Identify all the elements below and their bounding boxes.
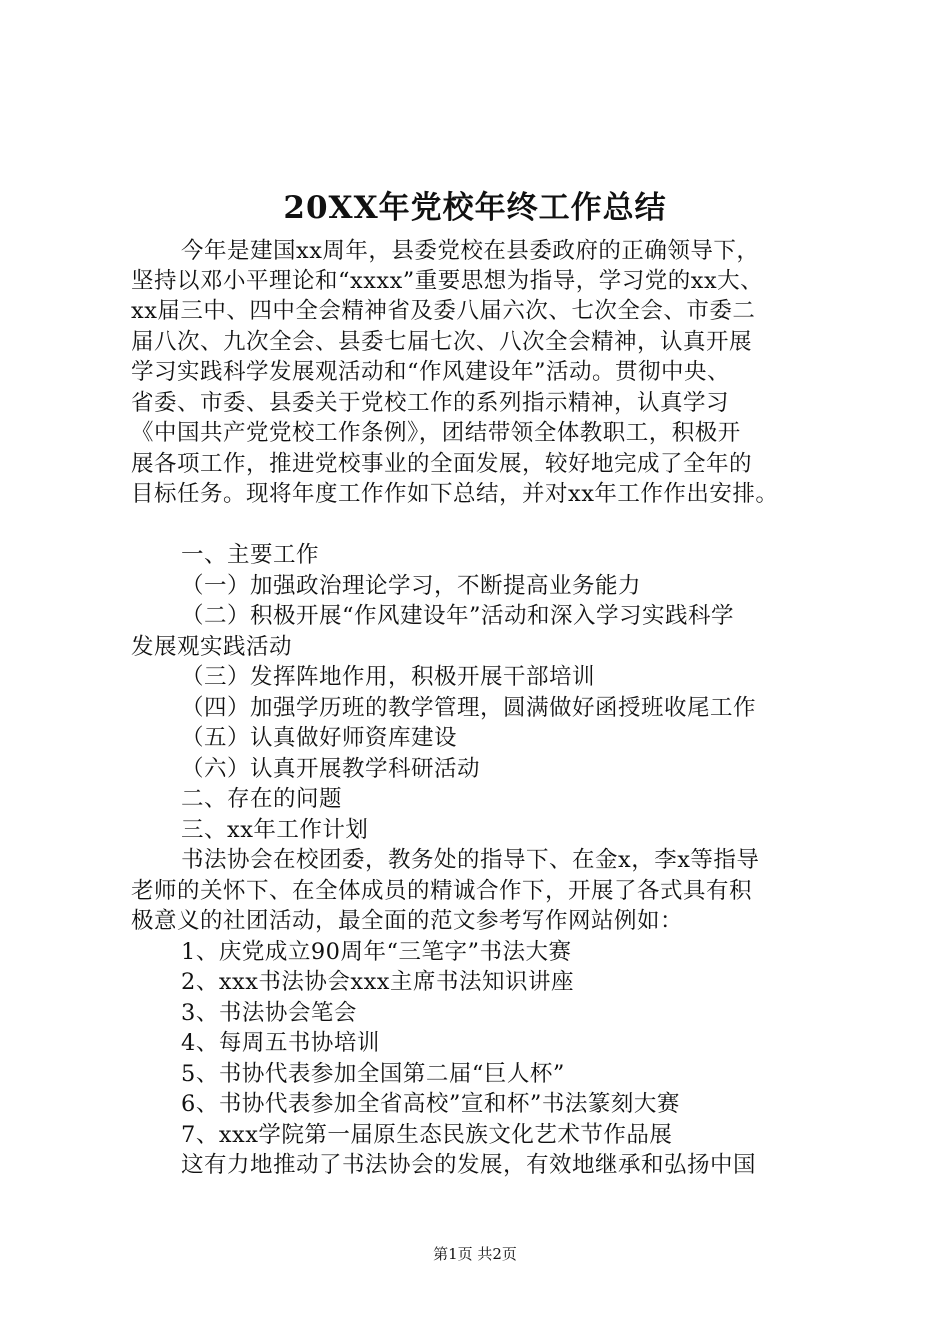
subsection-heading-continued: 发展观实践活动 [131,634,293,660]
paragraph-line: 展各项工作，推进党校事业的全面发展，较好地完成了全年的 [131,451,753,477]
subsection-heading: （六）认真开展教学科研活动 [181,756,481,782]
document-title: 20XX年党校年终工作总结 [283,190,667,226]
paragraph-line: 目标任务。现将年度工作作如下总结，并对xx年工作作出安排。 [131,481,779,507]
list-item: 3、书法协会笔会 [181,1000,357,1026]
section-heading: 三、xx年工作计划 [181,817,369,843]
subsection-heading: （一）加强政治理论学习，不断提高业务能力 [181,573,642,599]
list-item: 1、庆党成立90周年“三笔字”书法大赛 [181,939,572,965]
paragraph-line: 老师的关怀下、在全体成员的精诚合作下，开展了各式具有积 [131,878,753,904]
paragraph-line: xx届三中、四中全会精神省及委八届六次、七次全会、市委二 [131,298,756,324]
section-heading: 一、主要工作 [181,542,320,568]
subsection-heading: （三）发挥阵地作用，积极开展干部培训 [181,664,596,690]
list-item: 6、书协代表参加全省高校”宣和杯”书法篆刻大赛 [181,1091,680,1117]
paragraph-line: 《中国共产党党校工作条例》，团结带领全体教职工，积极开 [131,420,741,446]
paragraph-line: 今年是建国xx周年，县委党校在县委政府的正确领导下， [181,238,760,264]
list-item: 4、每周五书协培训 [181,1030,380,1056]
section-heading: 二、存在的问题 [181,786,343,812]
paragraph-line: 学习实践科学发展观活动和“作风建设年”活动。贯彻中央、 [131,359,731,385]
subsection-heading: （二）积极开展“作风建设年”活动和深入学习实践科学 [181,603,735,629]
paragraph-line: 届八次、九次全会、县委七届七次、八次全会精神，认真开展 [131,329,753,355]
subsection-heading: （四）加强学历班的教学管理，圆满做好函授班收尾工作 [181,695,757,721]
paragraph-line: 书法协会在校团委，教务处的指导下、在金x，李x等指导 [181,847,760,873]
list-item: 7、xxx学院第一届原生态民族文化艺术节作品展 [181,1122,673,1148]
list-item: 5、书协代表参加全国第二届“巨人杯” [181,1061,565,1087]
subsection-heading: （五）认真做好师资库建设 [181,725,458,751]
paragraph-line: 省委、市委、县委关于党校工作的系列指示精神，认真学习 [131,390,730,416]
list-item: 2、xxx书法协会xxx主席书法知识讲座 [181,969,574,995]
paragraph-line: 极意义的社团活动，最全面的范文参考写作网站例如： [131,908,684,934]
paragraph-line: 坚持以邓小平理论和“xxxx”重要思想为指导，学习党的xx大、 [131,268,764,294]
paragraph-line: 这有力地推动了书法协会的发展，有效地继承和弘扬中国 [181,1152,757,1178]
page-footer: 第1页 共2页 [433,1245,517,1263]
